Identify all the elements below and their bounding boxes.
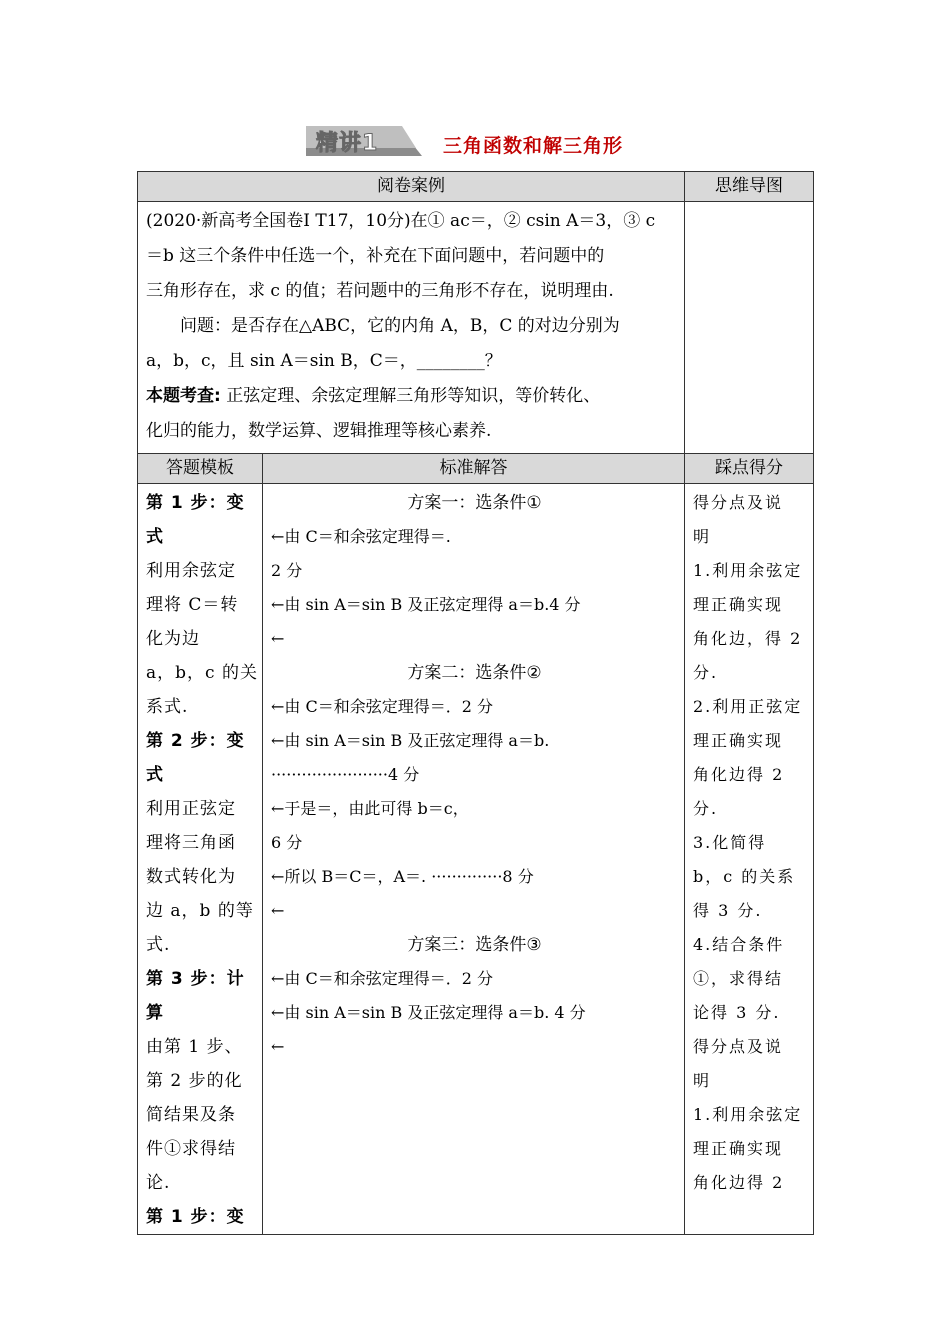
template-line: 第 2 步的化 [146, 1071, 243, 1091]
template-line: 式. [146, 935, 171, 955]
score-line: 角化边，得 2 [693, 629, 803, 648]
grading-table [137, 171, 814, 1235]
exam-text: 化归的能力，数学运算、逻辑推理等核心素养. [146, 421, 492, 441]
problem-line: (2020·新高考全国卷Ⅰ T17，10分)在① ac＝，② csin A＝3，③ c [146, 211, 656, 231]
template-step-title: 式 [146, 527, 164, 547]
solution-line: ← [271, 901, 285, 920]
solution-line: 2 分 [271, 561, 303, 580]
solution-plan-title: 方案三：选条件③ [407, 935, 542, 955]
template-line: 由第 1 步、 [146, 1037, 243, 1057]
header-score: 踩点得分 [685, 454, 814, 484]
solution-line: ←所以 B＝C＝，A＝. ··············8 分 [271, 867, 534, 886]
header-template: 答题模板 [138, 454, 263, 484]
solution-line: ←于是＝，由此可得 b＝c， [271, 799, 469, 818]
template-line: 边 a，b 的等 [146, 901, 254, 921]
template-step-title: 第 1 步：变 [146, 1207, 245, 1227]
solution-line: ←由 sin A＝sin B 及正弦定理得 a＝b.4 分 [271, 595, 581, 614]
section-title [306, 126, 726, 160]
score-line: 理正确实现 [693, 731, 784, 750]
score-line: 2.利用正弦定 [693, 697, 803, 716]
score-line: ①，求得结 [693, 969, 784, 988]
template-line: a，b，c 的关 [146, 663, 258, 683]
score-cell [685, 484, 814, 1235]
template-line: 系式. [146, 697, 189, 717]
question-line: 问题：是否存在△ABC，它的内角 A，B，C 的对边分别为 [180, 316, 620, 336]
solution-line: 6 分 [271, 833, 303, 852]
exam-text: 正弦定理、余弦定理解三角形等知识，等价转化、 [226, 386, 601, 406]
score-line: 明 [693, 527, 712, 546]
template-line: 利用正弦定 [146, 799, 236, 819]
score-line: 4.结合条件 [693, 935, 785, 954]
template-step-title: 第 2 步：变 [146, 731, 245, 751]
template-line: 理将 C＝转 [146, 595, 239, 615]
score-line: b，c 的关系 [693, 867, 796, 886]
header-solution: 标准解答 [263, 454, 685, 484]
score-line: 得分点及说 [693, 493, 784, 512]
problem-line: 三角形存在，求 c 的值；若问题中的三角形不存在，说明理由. [146, 281, 614, 301]
header-mindmap: 思维导图 [685, 172, 814, 202]
template-line: 论. [146, 1173, 171, 1193]
solution-line: ←由 C＝和余弦定理得＝．2 分 [271, 969, 494, 988]
template-line: 简结果及条 [146, 1105, 236, 1125]
score-line: 角化边得 2 [693, 1173, 785, 1192]
score-line: 分. [693, 663, 719, 682]
template-line: 利用余弦定 [146, 561, 236, 581]
template-step-title: 算 [146, 1003, 164, 1023]
header-case: 阅卷案例 [138, 172, 685, 202]
problem-cell [138, 202, 685, 454]
question-line: a，b，c，且 sin A＝sin B，C＝，________？ [146, 351, 502, 371]
score-line: 角化边得 2 [693, 765, 785, 784]
score-line: 明 [693, 1071, 712, 1090]
template-line: 理将三角函 [146, 833, 236, 853]
score-line: 理正确实现 [693, 1139, 784, 1158]
solution-plan-title: 方案一：选条件① [407, 493, 542, 513]
solution-line: ←由 sin A＝sin B 及正弦定理得 a＝b. 4 分 [271, 1003, 586, 1022]
template-line: 化为边 [146, 629, 200, 649]
page-title: 三角函数和解三角形 [443, 135, 624, 157]
score-line: 论得 3 分. [693, 1003, 781, 1022]
score-line: 3.化简得 [693, 833, 767, 852]
solution-plan-title: 方案二：选条件② [407, 663, 542, 683]
solution-line: ←由 C＝和余弦定理得＝. [271, 527, 451, 546]
template-line: 件①求得结 [146, 1139, 236, 1159]
score-line: 1.利用余弦定 [693, 561, 803, 580]
badge-label: 精讲1 [316, 131, 379, 156]
template-step-title: 第 1 步：变 [146, 493, 245, 513]
solution-line: ←由 sin A＝sin B 及正弦定理得 a＝b. [271, 731, 550, 750]
solution-line: ← [271, 1037, 285, 1056]
template-step-title: 式 [146, 765, 164, 785]
solution-line: ·······················4 分 [271, 765, 420, 784]
solution-line: ←由 C＝和余弦定理得＝．2 分 [271, 697, 494, 716]
exam-label: 本题考查: [146, 386, 221, 406]
score-line: 1.利用余弦定 [693, 1105, 803, 1124]
solution-line: ← [271, 629, 285, 648]
score-line: 得分点及说 [693, 1037, 784, 1056]
problem-line: ＝b 这三个条件中任选一个，补充在下面问题中，若问题中的 [146, 246, 605, 266]
template-step-title: 第 3 步：计 [146, 969, 245, 989]
solution-cell [263, 484, 685, 1235]
template-line: 数式转化为 [146, 867, 236, 887]
mindmap-cell [685, 202, 814, 454]
template-cell [138, 484, 263, 1235]
score-line: 得 3 分. [693, 901, 763, 920]
score-line: 分. [693, 799, 719, 818]
score-line: 理正确实现 [693, 595, 784, 614]
